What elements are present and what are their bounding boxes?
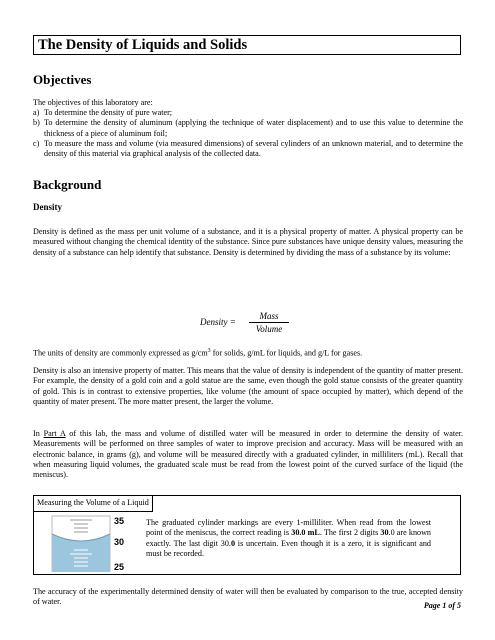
units-text: The units of density are commonly expressed as g/cm [33,348,208,358]
page-footer: Page 1 of 5 [423,601,461,610]
density-definition-paragraph: Density is defined as the mass per unit volume of a substance, and it is a physical property of matter. A physical property can be measured without changing the chemical identity of the substance. Since pure substances have unique density values, measuring the density of a substance can help identify that substance. Density is determined by dividing the mass of a substance by its volume: [33,227,463,257]
units-text-tail: for solids, g/mL for liquids, and g/L for gases. [210,348,363,358]
document-title: The Density of Liquids and Solids [33,35,461,55]
box-text-a: The graduated cylinder markings are every 1-milliliter. When read from the lowest point of the meniscus, the correct reading is [146,518,431,538]
measuring-volume-box [33,495,461,575]
list-item-text: To determine the density of aluminum (applying the technique of water displacement) and to use this value to determine the thickness of a piece of aluminum foil; [44,118,463,138]
list-item [33,139,463,160]
density-subheading: Density [33,202,62,212]
equation-denominator: Volume [255,324,283,334]
box-title: Measuring the Volume of a Liquid [34,496,153,512]
list-item [33,118,463,139]
box-text-d: is uncertain. Even though it is a zero, it is significant and must be recorded. [146,538,431,558]
units-superscript: 3 [207,348,211,354]
density-units-paragraph [33,346,463,359]
box-digits-known: 30 [380,528,389,538]
fraction-bar [249,322,289,323]
intensive-property-paragraph: Density is also an intensive property of matter. This means that the value of density is independent of the quantity of matter present. For example, the density of a gold coin and a gold statue are the same, even though the gold statue consists of the greater quantity of gold. This is in contrast to extensive properties, like volume (the amount of space occupied by matter), which depend of the quantity of mater present. The more matter present, the larger the volume. [33,366,463,406]
objectives-list [33,108,463,159]
box-reading: 30.0 mL [291,528,320,538]
objectives-heading: Objectives [33,72,92,87]
scale-label-25: 25 [114,562,125,572]
list-item-label: b) [33,118,40,128]
part-a-text-post: of this lab, the mass and volume of distilled water will be measured in order to determine the density of water. Measurements will be performed on three samples of water to improve precision and accuracy. Mass will be measured with an electronic balance, in grams (g), and volume will be measured directly with a graduated cylinder, in milliliters (mL). Recall that when measuring liquid volumes, the graduated scale must be read from the lowest point of the curved surface of the liquid (the meniscus). [33,429,463,480]
equation-fraction [249,311,289,334]
list-item [33,108,463,118]
part-a-text-pre: In [33,429,44,438]
graduated-cylinder-illustration [42,514,142,572]
box-text-b: . The first 2 digits [319,528,381,538]
box-digit-uncertain: 0 [230,538,236,548]
list-item-text: To determine the density of pure water; [44,108,173,117]
objectives-intro: The objectives of this laboratory are: [33,98,153,107]
part-a-paragraph [33,429,463,480]
background-heading: Background [33,177,102,192]
scale-label-35: 35 [114,516,125,526]
part-a-link: Part A [43,429,66,438]
equation-lhs: Density = [200,317,236,327]
list-item-label: a) [33,108,40,117]
box-explanation [146,518,431,559]
list-item-label: c) [33,138,40,148]
list-item-text: To measure the mass and volume (via measured dimensions) of several cylinders of an unknown material, and to determine the density of this material via graphical analysis of the collected data. [44,138,463,159]
box-text-c: .0 are known exactly. The last digit 30. [146,528,431,548]
closing-paragraph: The accuracy of the experimentally determined density of water will then be evaluated by comparison to the true, accepted density of water. [33,587,463,607]
equation-numerator: Mass [259,311,279,321]
scale-label-30: 30 [114,537,125,547]
